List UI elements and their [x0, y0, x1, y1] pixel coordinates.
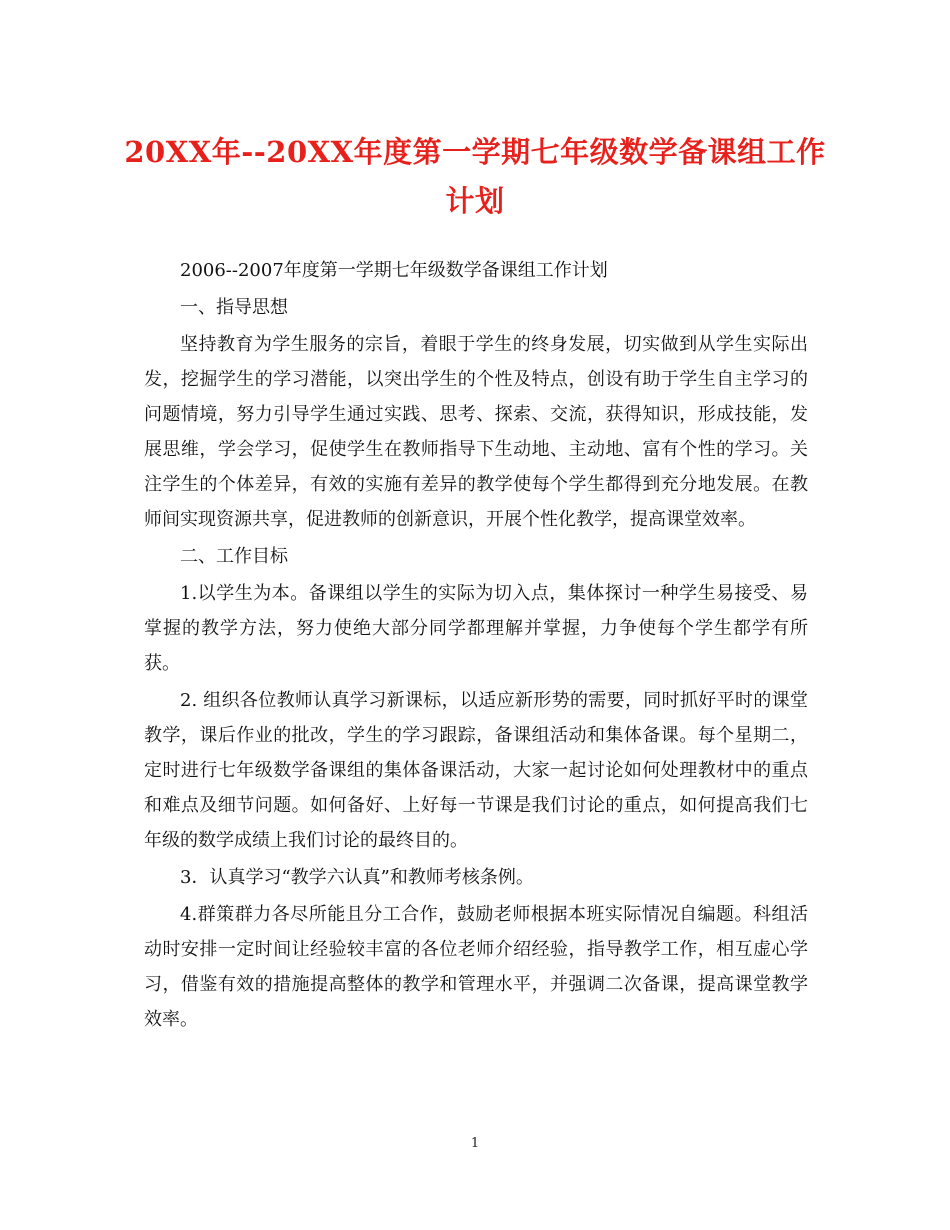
goal-item-4: 4.群策群力各尽所能且分工合作，鼓励老师根据本班实际情况自编题。科组活动时安排一定时间让经验较丰富的各位老师介绍经验，指导教学工作，相互虚心学习，借鉴有效的措施提高整体的教学和管理水平，并强调二次备课，提高课堂教学效率。 [144, 904, 808, 1030]
section-heading-work-goals: 二、工作目标 [180, 546, 288, 567]
guiding-thought-paragraph: 坚持教育为学生服务的宗旨，着眼于学生的终身发展，切实做到从学生实际出发，挖掘学生的学习潜能，以突出学生的个性及特点，创设有助于学生自主学习的问题情境，努力引导学生通过实践、思考、探索、交流，获得知识，形成技能，发展思维，学会学习，促使学生在教师指导下生动地、主动地、富有个性的学习。关注学生的个体差异，有效的实施有差异的教学使每个学生都得到充分地发展。在教师间实现资源共享，促进教师的创新意识，开展个性化教学，提高课堂效率。 [144, 334, 808, 530]
section-heading-guiding-thought: 一、指导思想 [180, 297, 288, 318]
goal-item-3: 3．认真学习“教学六认真”和教师考核条例。 [180, 867, 534, 888]
subtitle-paragraph: 2006--2007年度第一学期七年级数学备课组工作计划 [180, 260, 608, 281]
document-title: 20XX年--20XX年度第一学期七年级数学备课组工作计划 [124, 135, 826, 218]
document-body [144, 253, 808, 1037]
goal-item-2: 2. 组织各位教师认真学习新课标，以适应新形势的需要，同时抓好平时的课堂教学，课后作业的批改，学生的学习跟踪，备课组活动和集体备课。每个星期二，定时进行七年级数学备课组的集体备课活动，大家一起讨论如何处理教材中的重点和难点及细节问题。如何备好、上好每一节课是我们讨论的重点，如何提高我们七年级的数学成绩上我们讨论的最终目的。 [144, 690, 808, 851]
page-number: 1 [470, 1136, 480, 1151]
goal-item-1: 1.以学生为本。备课组以学生的实际为切入点，集体探讨一种学生易接受、易掌握的教学方法，努力使绝大部分同学都理解并掌握，力争使每个学生都学有所获。 [144, 583, 808, 674]
